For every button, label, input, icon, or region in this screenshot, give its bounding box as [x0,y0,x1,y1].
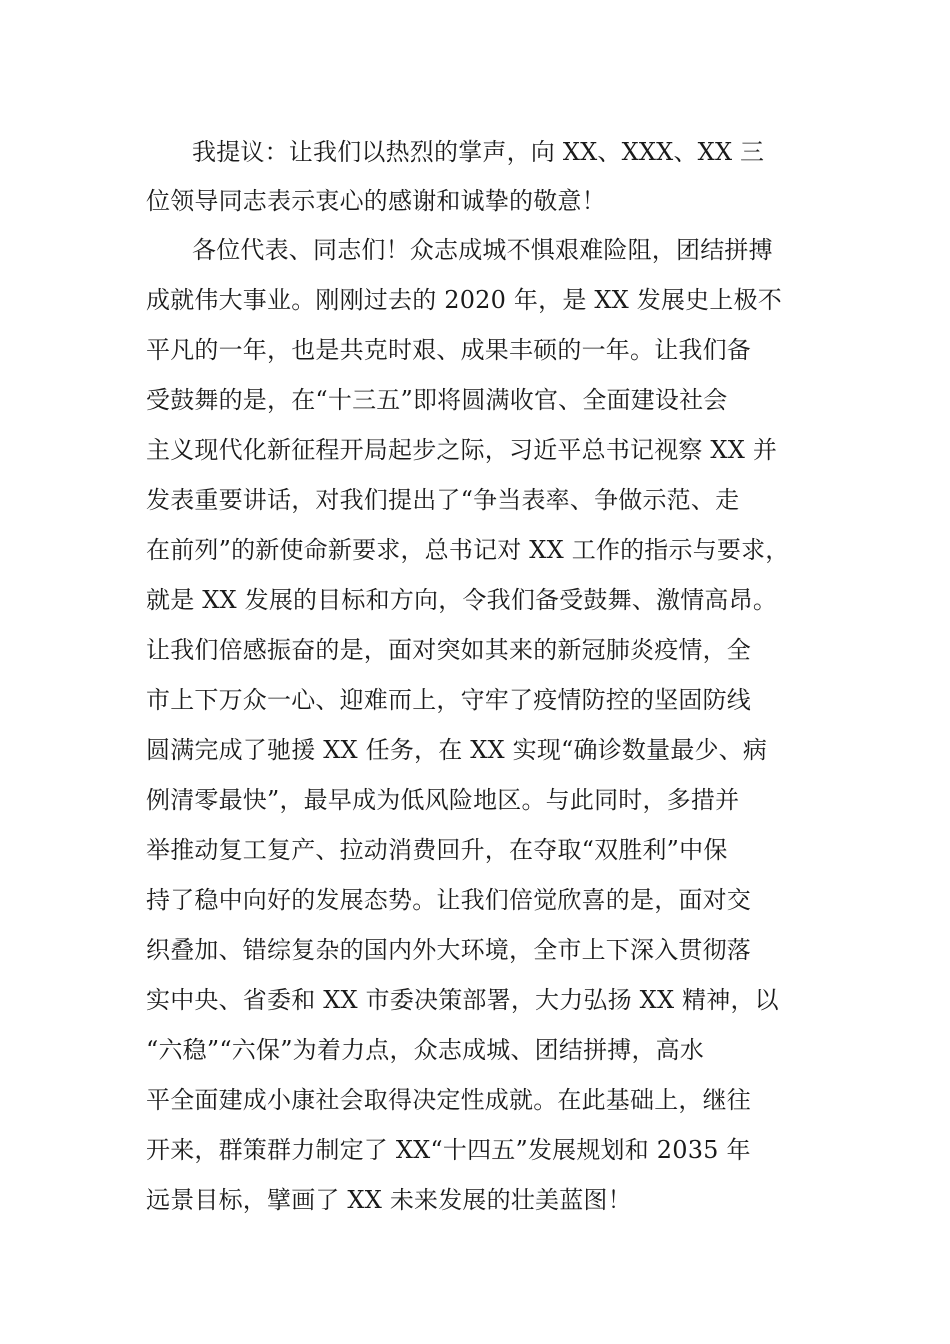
text-line: 圆满完成了驰援 XX 任务，在 XX 实现“确诊数量最少、病 [146,736,768,764]
text-line: 持了稳中向好的发展态势。让我们倍觉欣喜的是，面对交 [146,886,751,914]
text-line: “六稳”“六保”为着力点，众志成城、团结拼搏，高水 [146,1036,705,1064]
text-line: 主义现代化新征程开局起步之际，习近平总书记视察 XX 并 [146,436,778,464]
text-line: 举推动复工复产、拉动消费回升，在夺取“双胜利”中保 [146,836,728,864]
text-line: 位领导同志表示衷心的感谢和诚挚的敬意！ [146,187,606,215]
text-line: 远景目标，擘画了 XX 未来发展的壮美蓝图！ [146,1186,632,1214]
text-line: 各位代表、同志们！众志成城不惧艰难险阻，团结拼搏 [192,236,773,264]
text-line: 开来，群策群力制定了 XX“十四五”发展规划和 2035 年 [146,1136,751,1164]
text-line: 市上下万众一心、迎难而上，守牢了疫情防控的坚固防线 [146,686,751,714]
text-line: 就是 XX 发展的目标和方向，令我们备受鼓舞、激情高昂。 [146,586,778,614]
text-line: 让我们倍感振奋的是，面对突如其来的新冠肺炎疫情，全 [146,636,751,664]
text-line: 在前列”的新使命新要求，总书记对 XX 工作的指示与要求， [146,536,790,564]
text-line: 平凡的一年，也是共克时艰、成果丰硕的一年。让我们备 [146,336,751,364]
text-line: 受鼓舞的是，在“十三五”即将圆满收官、全面建设社会 [146,386,728,414]
text-line: 织叠加、错综复杂的国内外大环境，全市上下深入贯彻落 [146,936,751,964]
text-line: 成就伟大事业。刚刚过去的 2020 年，是 XX 发展史上极不 [146,286,782,314]
text-line: 我提议：让我们以热烈的掌声，向 XX、XXX、XX 三 [192,138,765,166]
text-line: 平全面建成小康社会取得决定性成就。在此基础上，继往 [146,1086,751,1114]
text-line: 实中央、省委和 XX 市委决策部署，大力弘扬 XX 精神，以 [146,986,779,1014]
text-line: 例清零最快”，最早成为低风险地区。与此同时，多措并 [146,786,740,814]
text-line: 发表重要讲话，对我们提出了“争当表率、争做示范、走 [146,486,740,514]
